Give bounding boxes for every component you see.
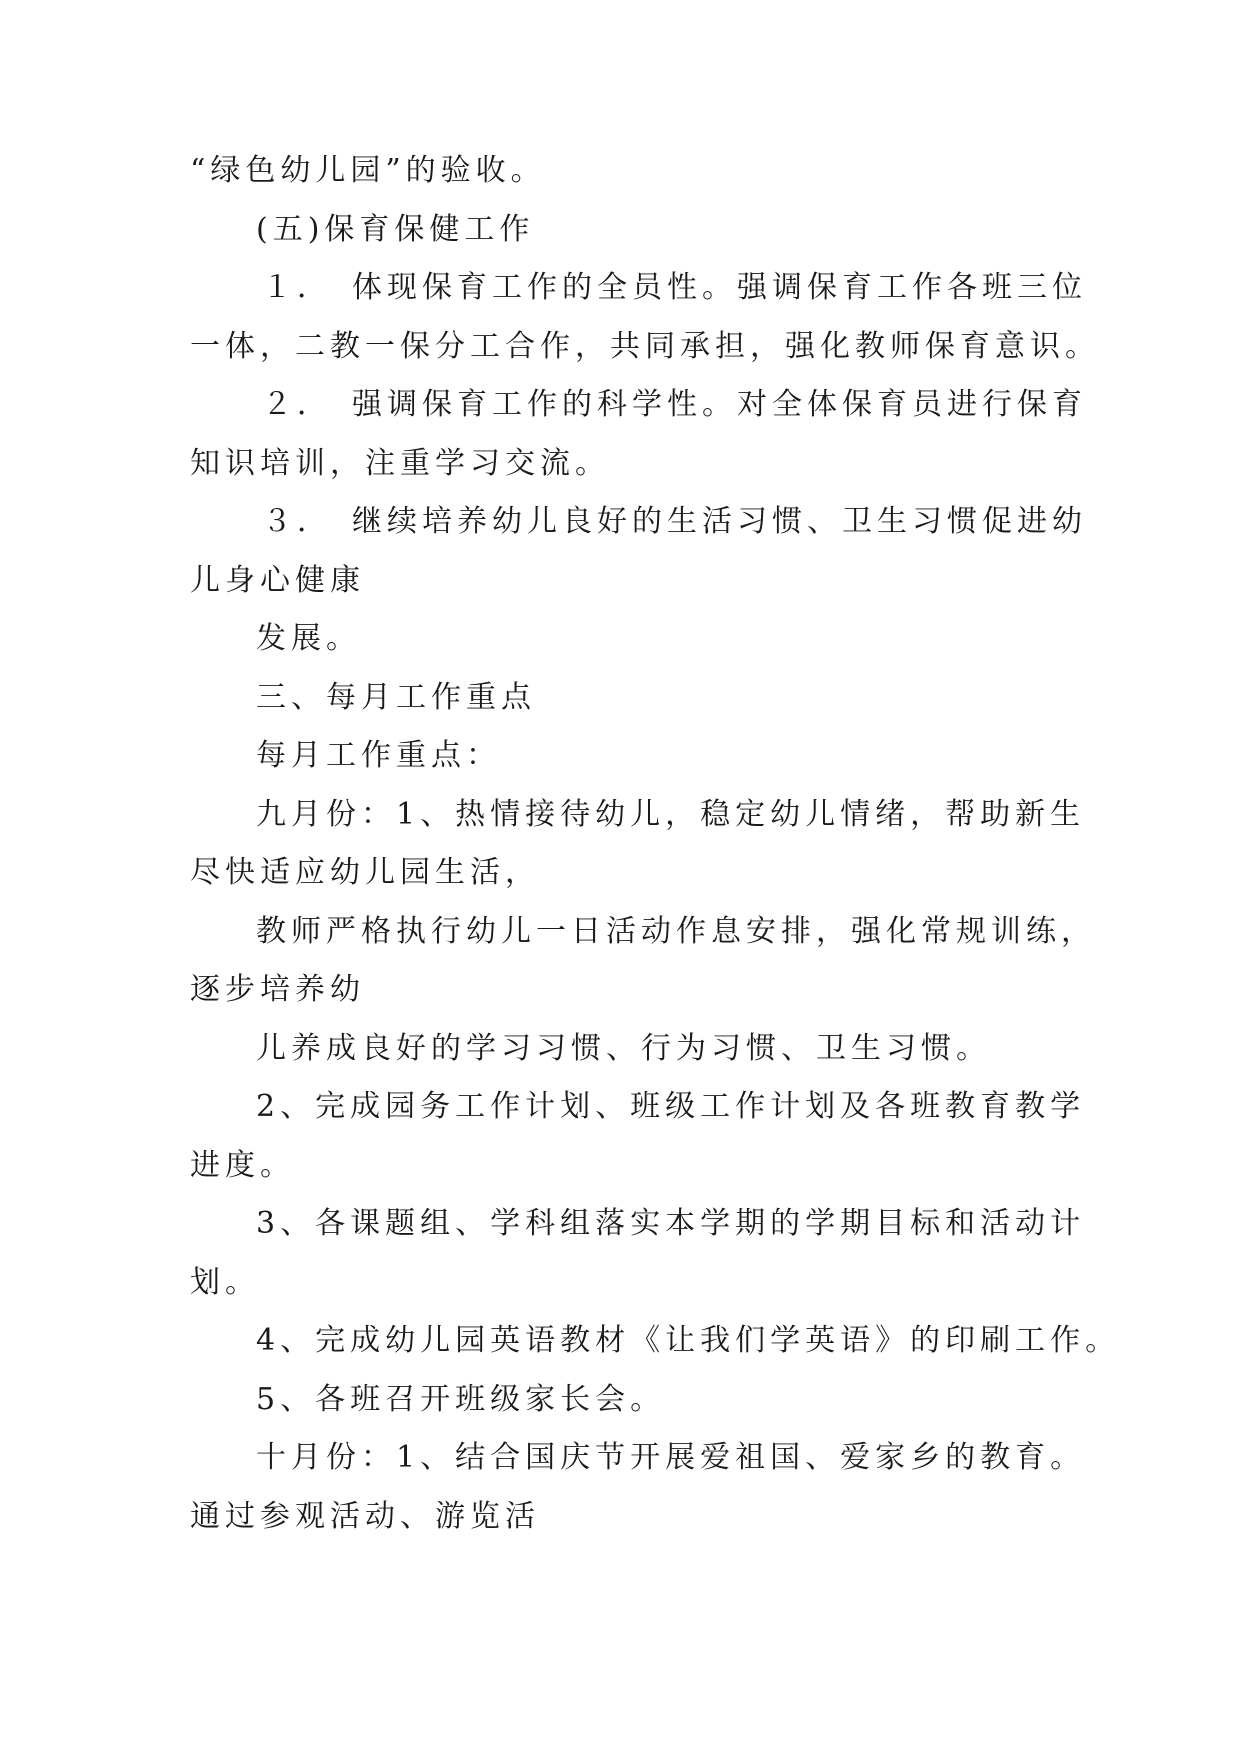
list-item: 2、完成园务工作计划、班级工作计划及各班教育教学: [256, 1089, 1086, 1124]
text-line: “绿色幼儿园”的验收。: [190, 153, 546, 188]
list-item: 5、各班召开班级家长会。: [256, 1381, 666, 1417]
numbered-item: ３． 继续培养幼儿良好的生活习惯、卫生习惯促进幼: [262, 504, 1087, 539]
text-line: 划。: [190, 1264, 260, 1300]
numbered-item: ２． 强调保育工作的科学性。对全体保育员进行保育: [262, 387, 1087, 422]
text-line: 教师严格执行幼儿一日活动作息安排，强化常规训练，: [256, 913, 1096, 949]
list-item: 3、各课题组、学科组落实本学期的学期目标和活动计: [256, 1206, 1086, 1241]
month-item: 九月份：1、热情接待幼儿，稳定幼儿情绪，帮助新生: [256, 796, 1086, 832]
month-item: 十月份：1、结合国庆节开展爱祖国、爱家乡的教育。: [256, 1440, 1086, 1475]
text-line: 儿养成良好的学习习惯、行为习惯、卫生习惯。: [256, 1030, 991, 1066]
numbered-item: １． 体现保育工作的全员性。强调保育工作各班三位: [262, 270, 1087, 305]
text-line: 进度。: [190, 1147, 295, 1183]
section-heading: 三、每月工作重点: [256, 679, 536, 715]
text-line: 一体，二教一保分工合作，共同承担，强化教师保育意识。: [190, 328, 1100, 364]
text-line: 每月工作重点：: [256, 738, 501, 773]
list-item: 4、完成幼儿园英语教材《让我们学英语》的印刷工作。: [256, 1323, 1121, 1358]
text-line: 逐步培养幼: [190, 972, 365, 1007]
text-line: 发展。: [256, 621, 361, 656]
text-line: 通过参观活动、游览活: [190, 1498, 540, 1534]
document-body: [190, 153, 1121, 1560]
text-line: 知识培训，注重学习交流。: [190, 445, 610, 481]
section-heading: (五)保育保健工作: [256, 211, 535, 247]
text-line: 儿身心健康: [190, 562, 365, 598]
text-line: 尽快适应幼儿园生活，: [190, 855, 540, 890]
